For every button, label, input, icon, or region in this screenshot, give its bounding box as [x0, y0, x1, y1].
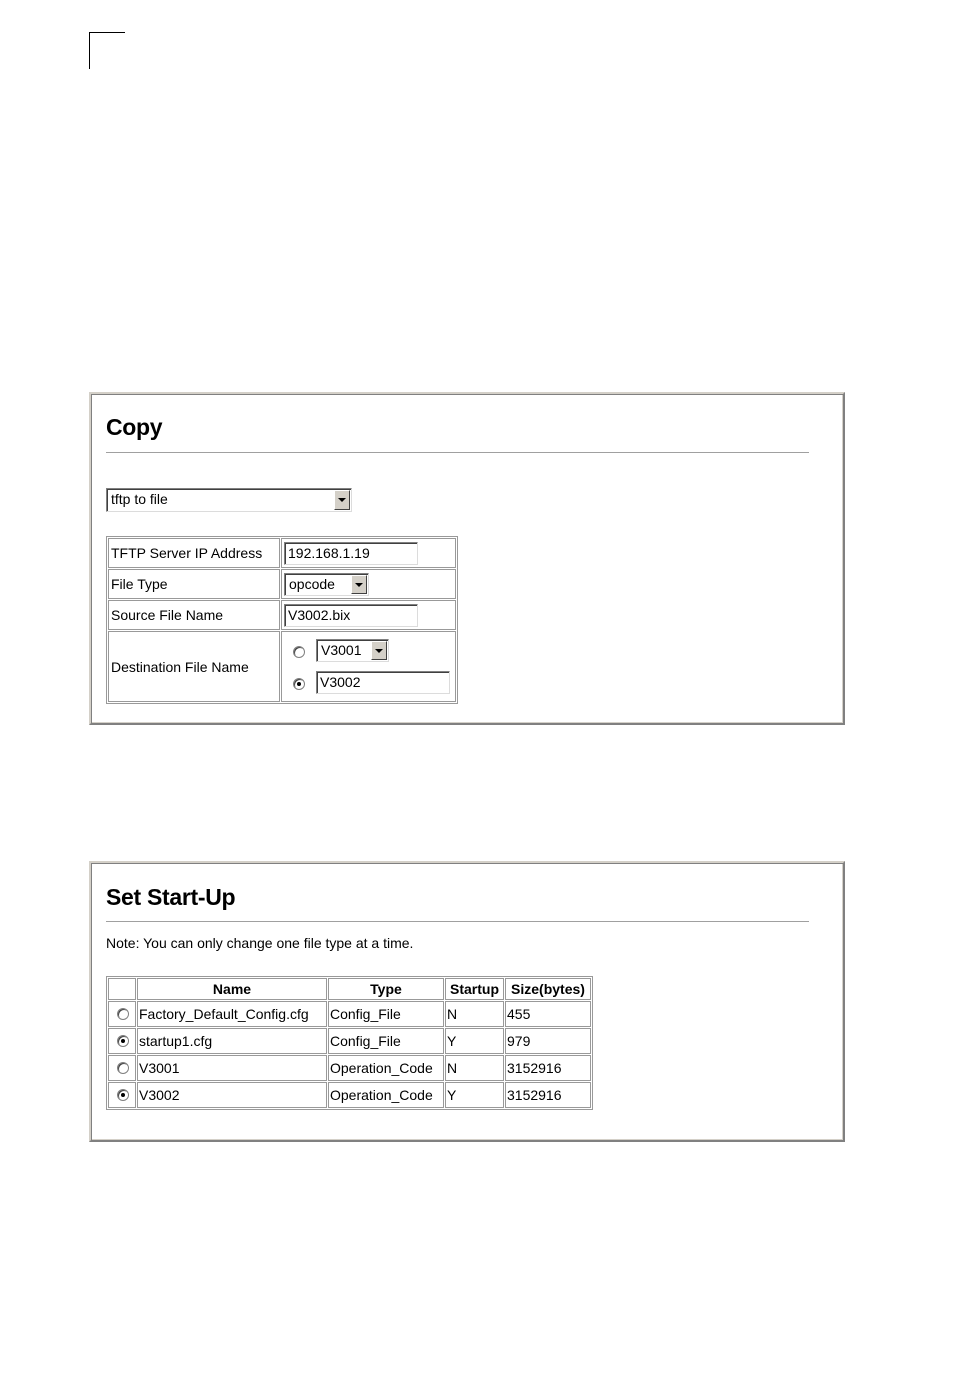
- form-row-destination-file: [108, 631, 456, 702]
- table-row: [108, 1001, 591, 1027]
- file-type-value: opcode: [289, 575, 335, 592]
- chevron-down-icon[interactable]: [334, 490, 350, 510]
- column-header-name: Name: [137, 978, 327, 1000]
- copy-title-divider: [106, 452, 809, 454]
- row-select-radio[interactable]: [117, 1008, 129, 1020]
- file-size-cell: 3152916: [505, 1055, 591, 1081]
- copy-title: Copy: [106, 414, 163, 440]
- file-type-select[interactable]: [284, 573, 369, 596]
- column-header-type: Type: [328, 978, 444, 1000]
- chevron-down-icon[interactable]: [371, 641, 387, 660]
- set-startup-title: Set Start-Up: [106, 884, 236, 910]
- file-size-cell: 455: [505, 1001, 591, 1027]
- form-row-tftp-server: [108, 538, 456, 568]
- form-row-file-type: [108, 569, 456, 599]
- table-row: [108, 1028, 591, 1054]
- row-select-radio[interactable]: [117, 1035, 129, 1047]
- source-file-name-input[interactable]: V3002.bix: [284, 604, 418, 627]
- column-header-size: Size(bytes): [505, 978, 591, 1000]
- file-type-cell: Config_File: [328, 1001, 444, 1027]
- crop-mark-vertical: [89, 32, 90, 69]
- file-size-cell: 3152916: [505, 1082, 591, 1108]
- copy-operation-value: tftp to file: [111, 491, 168, 507]
- file-name-cell: startup1.cfg: [137, 1028, 327, 1054]
- file-type-cell: [281, 569, 456, 599]
- row-select-cell: [108, 1082, 136, 1108]
- file-type-label: File Type: [108, 569, 280, 599]
- destination-file-name-cell: [281, 631, 456, 702]
- source-file-name-label: Source File Name: [108, 600, 280, 630]
- column-header-startup: Startup: [445, 978, 504, 1000]
- destination-existing-value: V3001: [321, 642, 362, 658]
- set-startup-note: Note: You can only change one file type at a time.: [106, 935, 414, 951]
- file-type-cell: Operation_Code: [328, 1082, 444, 1108]
- startup-file-table: [106, 976, 593, 1110]
- startup-flag-cell: Y: [445, 1082, 504, 1108]
- startup-flag-cell: Y: [445, 1028, 504, 1054]
- tftp-server-ip-label: TFTP Server IP Address: [108, 538, 280, 568]
- source-file-name-cell: [281, 600, 456, 630]
- file-size-cell: 979: [505, 1028, 591, 1054]
- startup-flag-cell: N: [445, 1055, 504, 1081]
- destination-file-name-label: Destination File Name: [108, 631, 280, 702]
- row-select-cell: [108, 1055, 136, 1081]
- copy-panel: [89, 392, 845, 725]
- startup-flag-cell: N: [445, 1001, 504, 1027]
- row-select-cell: [108, 1001, 136, 1027]
- set-startup-title-divider: [106, 921, 809, 923]
- destination-new-radio[interactable]: [293, 678, 305, 690]
- table-header-row: [108, 978, 591, 1000]
- chevron-down-icon[interactable]: [351, 575, 367, 594]
- destination-existing-select[interactable]: [316, 639, 389, 662]
- copy-form-table: [106, 536, 458, 704]
- file-type-cell: Operation_Code: [328, 1055, 444, 1081]
- table-row: [108, 1082, 591, 1108]
- form-row-source-file: [108, 600, 456, 630]
- row-select-radio[interactable]: [117, 1089, 129, 1101]
- copy-operation-select[interactable]: [106, 488, 352, 512]
- crop-mark-horizontal: [89, 32, 125, 33]
- row-select-radio[interactable]: [117, 1062, 129, 1074]
- file-name-cell: Factory_Default_Config.cfg: [137, 1001, 327, 1027]
- destination-new-input[interactable]: V3002: [316, 671, 450, 694]
- file-type-cell: Config_File: [328, 1028, 444, 1054]
- table-row: [108, 1055, 591, 1081]
- destination-existing-radio[interactable]: [293, 646, 305, 658]
- tftp-server-ip-input[interactable]: 192.168.1.19: [284, 542, 418, 565]
- row-select-cell: [108, 1028, 136, 1054]
- tftp-server-ip-cell: [281, 538, 456, 568]
- column-header-select: [108, 978, 136, 1000]
- set-startup-panel: [89, 861, 845, 1142]
- file-name-cell: V3001: [137, 1055, 327, 1081]
- file-name-cell: V3002: [137, 1082, 327, 1108]
